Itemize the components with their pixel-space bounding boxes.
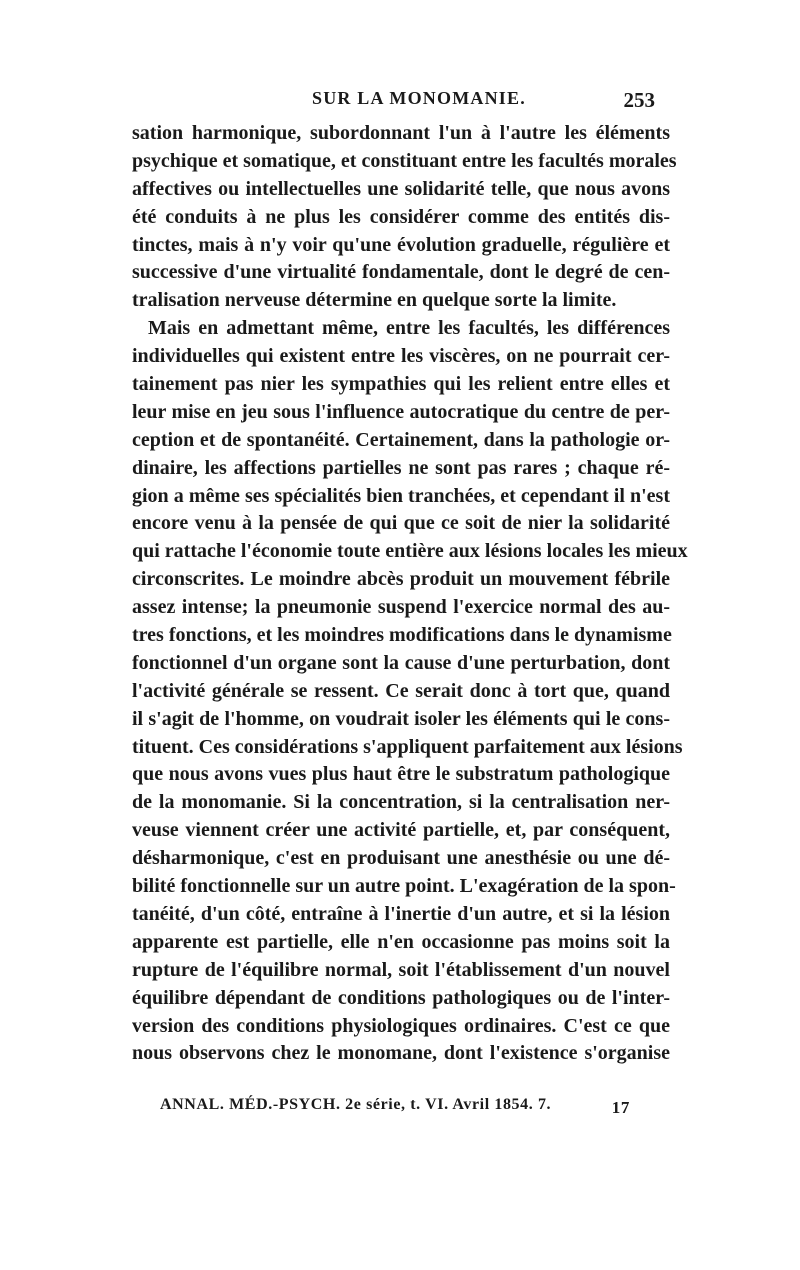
text-line: qui rattache l'économie toute entière aux lésions locales les mieux xyxy=(132,540,688,563)
text-line: rupture de l'équilibre normal, soit l'établissement d'un nouvel xyxy=(132,958,670,981)
text-line: fonctionnel d'un organe sont la cause d'une perturbation, dont xyxy=(132,651,670,674)
text-line: encore venu à la pensée de qui que ce soit de nier la solidarité xyxy=(132,512,670,535)
text-line: tres fonctions, et les moindres modifications dans le dynamisme xyxy=(132,624,672,647)
text-line: dinaire, les affections partielles ne sont pas rares ; chaque ré- xyxy=(132,456,670,479)
text-line: de la monomanie. Si la concentration, si la centralisation ner- xyxy=(132,791,670,814)
page-header xyxy=(132,88,655,118)
text-line: psychique et somatique, et constituant entre les facultés morales xyxy=(132,149,677,172)
text-line: gion a même ses spécialités bien tranchées, et cependant il n'est xyxy=(132,484,670,507)
text-line: tainement pas nier les sympathies qui les relient entre elles et xyxy=(132,373,670,396)
text-line: assez intense; la pneumonie suspend l'exercice normal des au- xyxy=(132,596,670,619)
text-line: été conduits à ne plus les considérer comme des entités dis- xyxy=(132,205,670,228)
text-line: tanéité, d'un côté, entraîne à l'inertie d'un autre, et si la lésion xyxy=(132,902,670,925)
text-line: tinctes, mais à n'y voir qu'une évolution graduelle, régulière et xyxy=(132,233,670,256)
text-line: nous observons chez le monomane, dont l'existence s'organise xyxy=(132,1042,670,1065)
text-line: tralisation nerveuse détermine en quelque sorte la limite. xyxy=(132,289,617,312)
text-line: Mais en admettant même, entre les facultés, les différences xyxy=(148,317,670,340)
text-line: bilité fonctionnelle sur un autre point. L'exagération de la spon- xyxy=(132,875,676,898)
signature-mark: ANNAL. MÉD.-PSYCH. 2e série, t. VI. Avril 1854. 7. xyxy=(160,1096,552,1113)
text-line: circonscrites. Le moindre abcès produit un mouvement fébrile xyxy=(132,568,670,591)
text-line: désharmonique, c'est en produisant une anesthésie ou une dé- xyxy=(132,847,670,870)
text-line: individuelles qui existent entre les viscères, on ne pourrait cer- xyxy=(132,345,670,368)
text-line: sation harmonique, subordonnant l'un à l'autre les éléments xyxy=(132,122,670,144)
text-line: version des conditions physiologiques ordinaires. C'est ce que xyxy=(132,1014,670,1037)
text-line: apparente est partielle, elle n'en occasionne pas moins soit la xyxy=(132,930,670,953)
body-text xyxy=(132,120,688,1068)
text-line: il s'agit de l'homme, on voudrait isoler les éléments qui le cons- xyxy=(132,707,670,730)
text-line: équilibre dépendant de conditions pathologiques ou de l'inter- xyxy=(132,986,670,1009)
page-number: 253 xyxy=(623,88,655,112)
running-head: SUR LA MONOMANIE. xyxy=(312,88,526,108)
text-line: que nous avons vues plus haut être le substratum pathologique xyxy=(132,763,670,786)
text-line: l'activité générale se ressent. Ce serait donc à tort que, quand xyxy=(132,679,670,702)
page-footer xyxy=(160,1096,630,1126)
text-line: leur mise en jeu sous l'influence autocratique du centre de per- xyxy=(132,400,670,423)
text-line: veuse viennent créer une activité partielle, et, par conséquent, xyxy=(132,819,670,842)
text-line: successive d'une virtualité fondamentale, dont le degré de cen- xyxy=(132,261,670,284)
text-line: tituent. Ces considérations s'appliquent parfaitement aux lésions xyxy=(132,735,683,758)
text-line: ception et de spontanéité. Certainement, dans la pathologie or- xyxy=(132,428,670,451)
text-line: affectives ou intellectuelles une solidarité telle, que nous avons xyxy=(132,177,670,200)
sheet-number: 17 xyxy=(611,1098,630,1117)
